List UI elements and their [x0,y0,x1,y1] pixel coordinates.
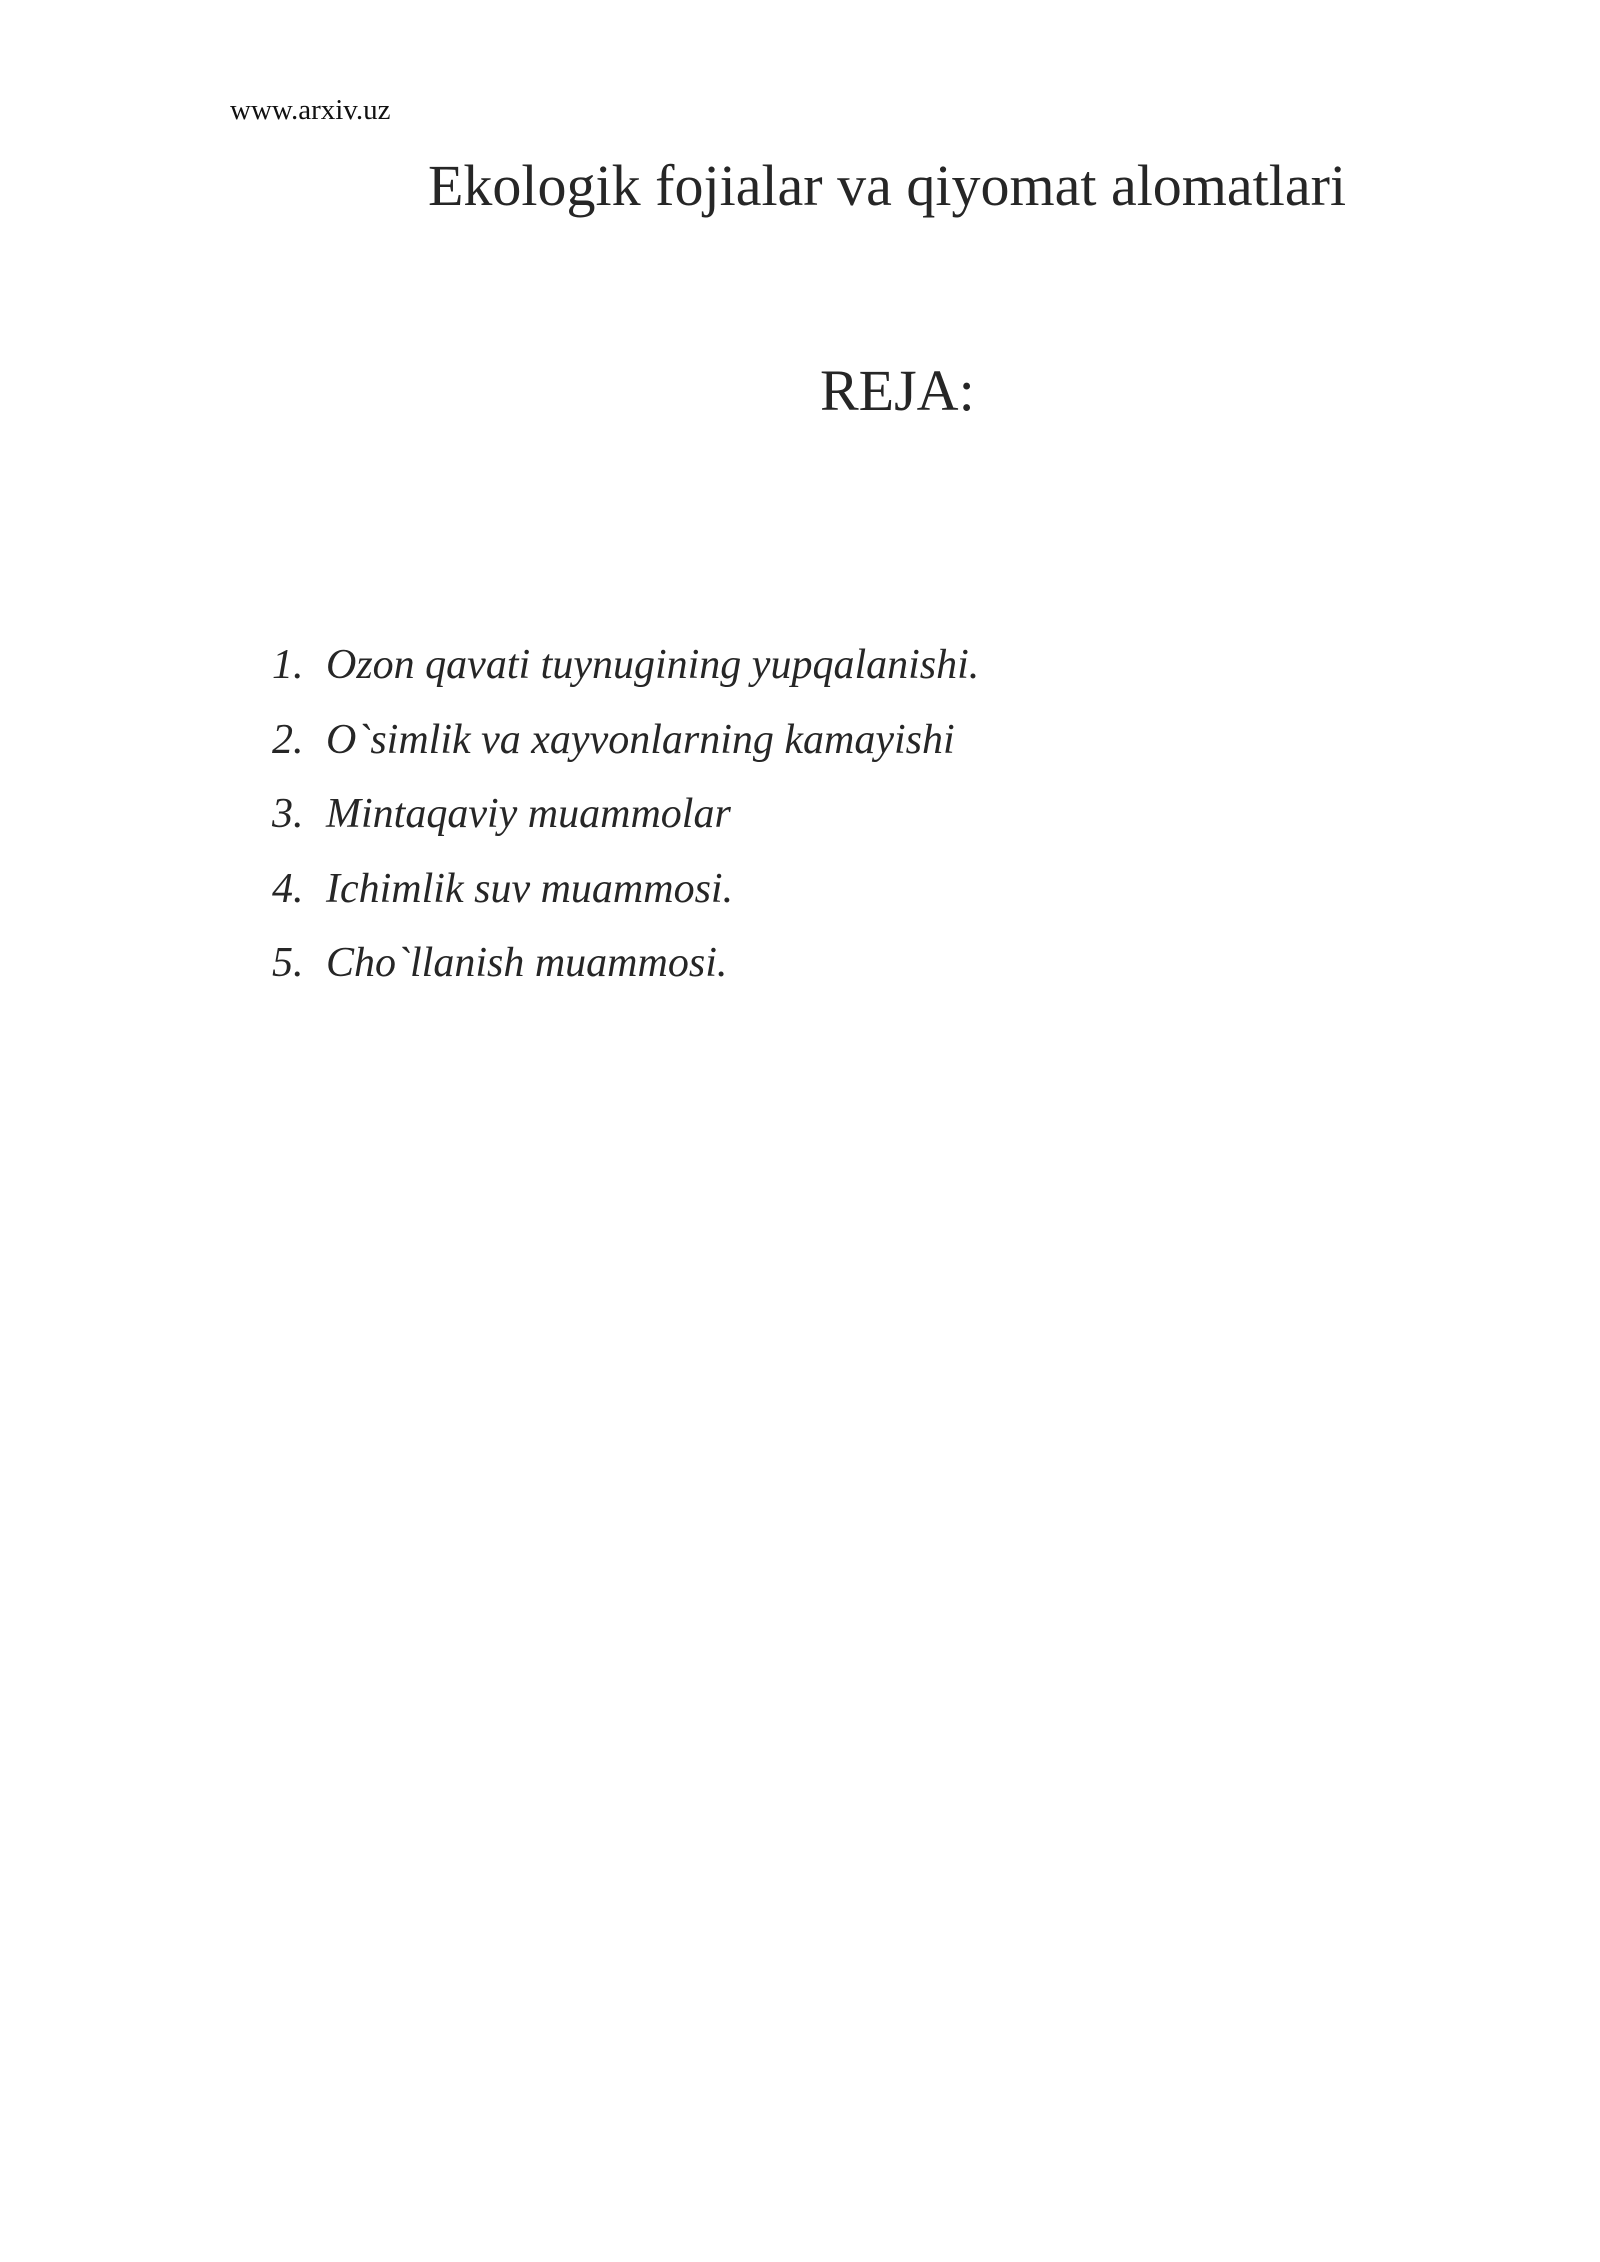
plan-item-number: 5. [272,940,304,986]
document-title: Ekologik fojialar va qiyomat alomatlari [428,153,1347,218]
plan-item-1 [272,628,979,703]
plan-heading: REJA: [820,358,975,423]
site-header-text: www.arxiv.uz [230,94,391,126]
plan-item-3 [272,777,979,852]
plan-item-number: 1. [272,642,304,688]
plan-item-text: Cho`llanish muammosi. [326,940,728,986]
plan-item-number: 4. [272,865,304,912]
plan-item-number: 3. [272,791,304,837]
plan-list [272,628,979,1001]
plan-item-number: 2. [272,716,304,763]
plan-item-5 [272,926,979,1001]
plan-item-2 [272,703,979,778]
plan-item-text: O`simlik va xayvonlarning kamayishi [326,716,955,763]
plan-item-text: Mintaqaviy muammolar [326,791,731,837]
plan-item-text: Ichimlik suv muammosi. [326,865,734,912]
plan-item-text: Ozon qavati tuynugining yupqalanishi. [326,642,980,688]
plan-item-4 [272,852,979,927]
